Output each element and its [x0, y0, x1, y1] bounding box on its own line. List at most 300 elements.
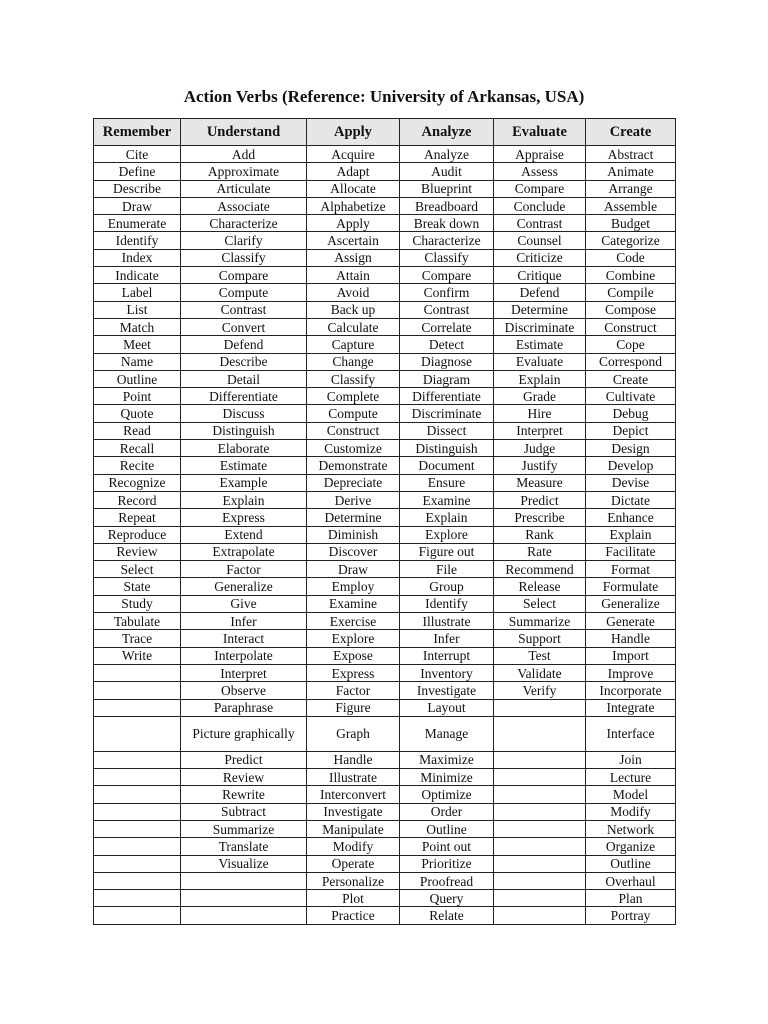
cell-analyze: Explore: [400, 526, 494, 543]
action-verbs-table: [93, 118, 676, 925]
cell-create: Organize: [586, 838, 676, 855]
table-row: [94, 318, 676, 335]
cell-apply: Expose: [307, 647, 400, 664]
cell-understand: Compute: [181, 284, 307, 301]
cell-create: Lecture: [586, 769, 676, 786]
cell-evaluate: Assess: [494, 163, 586, 180]
cell-evaluate: [494, 820, 586, 837]
cell-apply: Investigate: [307, 803, 400, 820]
table-row: [94, 146, 676, 163]
cell-understand: Translate: [181, 838, 307, 855]
cell-create: Budget: [586, 215, 676, 232]
cell-create: Categorize: [586, 232, 676, 249]
cell-remember: Repeat: [94, 509, 181, 526]
cell-evaluate: [494, 872, 586, 889]
cell-understand: Add: [181, 146, 307, 163]
table-row: [94, 526, 676, 543]
cell-remember: Recite: [94, 457, 181, 474]
cell-remember: Define: [94, 163, 181, 180]
cell-apply: Complete: [307, 388, 400, 405]
cell-understand: Associate: [181, 197, 307, 214]
cell-analyze: Illustrate: [400, 613, 494, 630]
cell-apply: Capture: [307, 336, 400, 353]
cell-create: Outline: [586, 855, 676, 872]
cell-analyze: Distinguish: [400, 440, 494, 457]
cell-remember: Write: [94, 647, 181, 664]
cell-evaluate: Prescribe: [494, 509, 586, 526]
table-row: [94, 474, 676, 491]
cell-analyze: Explain: [400, 509, 494, 526]
cell-analyze: Interrupt: [400, 647, 494, 664]
column-header-create: Create: [586, 119, 676, 146]
cell-evaluate: Critique: [494, 267, 586, 284]
cell-remember: [94, 820, 181, 837]
cell-create: Handle: [586, 630, 676, 647]
cell-create: Interface: [586, 716, 676, 751]
table-row: [94, 682, 676, 699]
cell-remember: [94, 838, 181, 855]
cell-create: Assemble: [586, 197, 676, 214]
table-row: [94, 405, 676, 422]
cell-evaluate: Compare: [494, 180, 586, 197]
cell-create: Create: [586, 370, 676, 387]
cell-understand: Classify: [181, 249, 307, 266]
cell-apply: Illustrate: [307, 769, 400, 786]
cell-understand: Clarify: [181, 232, 307, 249]
cell-analyze: Proofread: [400, 872, 494, 889]
cell-create: Cope: [586, 336, 676, 353]
table-row: [94, 163, 676, 180]
cell-evaluate: [494, 855, 586, 872]
cell-evaluate: Justify: [494, 457, 586, 474]
cell-apply: Classify: [307, 370, 400, 387]
cell-apply: Assign: [307, 249, 400, 266]
table-row: [94, 699, 676, 716]
cell-create: Modify: [586, 803, 676, 820]
cell-apply: Demonstrate: [307, 457, 400, 474]
cell-evaluate: Discriminate: [494, 318, 586, 335]
cell-apply: Exercise: [307, 613, 400, 630]
cell-apply: Discover: [307, 543, 400, 560]
cell-understand: Compare: [181, 267, 307, 284]
table-row: [94, 855, 676, 872]
cell-analyze: Query: [400, 890, 494, 907]
table-row: [94, 267, 676, 284]
cell-remember: Review: [94, 543, 181, 560]
table-row: [94, 215, 676, 232]
table-row: [94, 336, 676, 353]
cell-analyze: Diagnose: [400, 353, 494, 370]
cell-remember: [94, 716, 181, 751]
cell-analyze: Blueprint: [400, 180, 494, 197]
table-row: [94, 786, 676, 803]
cell-evaluate: Appraise: [494, 146, 586, 163]
cell-understand: Predict: [181, 751, 307, 768]
cell-evaluate: [494, 890, 586, 907]
cell-analyze: Inventory: [400, 664, 494, 681]
table-row: [94, 301, 676, 318]
cell-create: Network: [586, 820, 676, 837]
cell-understand: Observe: [181, 682, 307, 699]
cell-evaluate: Grade: [494, 388, 586, 405]
table-row: [94, 890, 676, 907]
cell-understand: Interact: [181, 630, 307, 647]
cell-remember: Outline: [94, 370, 181, 387]
cell-apply: Customize: [307, 440, 400, 457]
cell-remember: Index: [94, 249, 181, 266]
cell-evaluate: Recommend: [494, 561, 586, 578]
cell-understand: Subtract: [181, 803, 307, 820]
cell-analyze: Group: [400, 578, 494, 595]
cell-create: Import: [586, 647, 676, 664]
cell-understand: Elaborate: [181, 440, 307, 457]
cell-evaluate: [494, 786, 586, 803]
cell-apply: Diminish: [307, 526, 400, 543]
cell-analyze: Confirm: [400, 284, 494, 301]
cell-create: Compose: [586, 301, 676, 318]
cell-analyze: Characterize: [400, 232, 494, 249]
cell-remember: [94, 751, 181, 768]
cell-remember: Cite: [94, 146, 181, 163]
cell-remember: Describe: [94, 180, 181, 197]
cell-apply: Determine: [307, 509, 400, 526]
table-row: [94, 647, 676, 664]
column-header-analyze: Analyze: [400, 119, 494, 146]
cell-create: Depict: [586, 422, 676, 439]
cell-understand: Give: [181, 595, 307, 612]
table-header-row: [94, 119, 676, 146]
cell-apply: Figure: [307, 699, 400, 716]
cell-create: Develop: [586, 457, 676, 474]
table-row: [94, 197, 676, 214]
cell-evaluate: Conclude: [494, 197, 586, 214]
cell-apply: Attain: [307, 267, 400, 284]
cell-understand: Differentiate: [181, 388, 307, 405]
cell-remember: Quote: [94, 405, 181, 422]
cell-apply: Adapt: [307, 163, 400, 180]
cell-analyze: Audit: [400, 163, 494, 180]
table-row: [94, 232, 676, 249]
cell-understand: Interpolate: [181, 647, 307, 664]
table-row: [94, 180, 676, 197]
cell-create: Code: [586, 249, 676, 266]
cell-create: Integrate: [586, 699, 676, 716]
cell-evaluate: Summarize: [494, 613, 586, 630]
cell-understand: [181, 872, 307, 889]
cell-evaluate: Release: [494, 578, 586, 595]
cell-evaluate: Explain: [494, 370, 586, 387]
cell-analyze: Examine: [400, 491, 494, 508]
table-row: [94, 422, 676, 439]
cell-evaluate: Test: [494, 647, 586, 664]
cell-evaluate: [494, 769, 586, 786]
cell-analyze: Correlate: [400, 318, 494, 335]
cell-create: Compile: [586, 284, 676, 301]
cell-analyze: Layout: [400, 699, 494, 716]
cell-apply: Factor: [307, 682, 400, 699]
cell-remember: [94, 872, 181, 889]
cell-understand: Contrast: [181, 301, 307, 318]
cell-analyze: Differentiate: [400, 388, 494, 405]
cell-analyze: Outline: [400, 820, 494, 837]
cell-remember: Select: [94, 561, 181, 578]
cell-create: Enhance: [586, 509, 676, 526]
cell-create: Generalize: [586, 595, 676, 612]
cell-evaluate: [494, 907, 586, 924]
cell-create: Design: [586, 440, 676, 457]
table-body: [94, 146, 676, 925]
cell-analyze: Compare: [400, 267, 494, 284]
cell-understand: Example: [181, 474, 307, 491]
cell-apply: Ascertain: [307, 232, 400, 249]
cell-analyze: Document: [400, 457, 494, 474]
cell-apply: Derive: [307, 491, 400, 508]
cell-create: Portray: [586, 907, 676, 924]
cell-create: Animate: [586, 163, 676, 180]
table-row: [94, 543, 676, 560]
cell-remember: Recall: [94, 440, 181, 457]
cell-evaluate: [494, 716, 586, 751]
cell-create: Overhaul: [586, 872, 676, 889]
table-row: [94, 907, 676, 924]
cell-apply: Examine: [307, 595, 400, 612]
cell-create: Devise: [586, 474, 676, 491]
table-row: [94, 595, 676, 612]
cell-apply: Manipulate: [307, 820, 400, 837]
cell-create: Construct: [586, 318, 676, 335]
column-header-apply: Apply: [307, 119, 400, 146]
cell-apply: Calculate: [307, 318, 400, 335]
table-row: [94, 353, 676, 370]
cell-understand: [181, 907, 307, 924]
table-row: [94, 820, 676, 837]
cell-create: Abstract: [586, 146, 676, 163]
cell-apply: Change: [307, 353, 400, 370]
cell-analyze: Contrast: [400, 301, 494, 318]
cell-remember: [94, 769, 181, 786]
table-row: [94, 491, 676, 508]
cell-analyze: Investigate: [400, 682, 494, 699]
cell-analyze: Dissect: [400, 422, 494, 439]
cell-understand: Rewrite: [181, 786, 307, 803]
table-row: [94, 561, 676, 578]
cell-understand: Defend: [181, 336, 307, 353]
cell-understand: Extend: [181, 526, 307, 543]
cell-analyze: Maximize: [400, 751, 494, 768]
cell-create: Generate: [586, 613, 676, 630]
cell-understand: Characterize: [181, 215, 307, 232]
cell-remember: Recognize: [94, 474, 181, 491]
cell-apply: Depreciate: [307, 474, 400, 491]
cell-remember: [94, 907, 181, 924]
cell-analyze: Breadboard: [400, 197, 494, 214]
cell-apply: Avoid: [307, 284, 400, 301]
cell-apply: Handle: [307, 751, 400, 768]
cell-evaluate: Verify: [494, 682, 586, 699]
table-row: [94, 872, 676, 889]
table-row: [94, 769, 676, 786]
cell-apply: Practice: [307, 907, 400, 924]
cell-analyze: Break down: [400, 215, 494, 232]
cell-apply: Explore: [307, 630, 400, 647]
cell-remember: [94, 786, 181, 803]
cell-understand: Articulate: [181, 180, 307, 197]
cell-analyze: Diagram: [400, 370, 494, 387]
cell-remember: Record: [94, 491, 181, 508]
table-row: [94, 388, 676, 405]
cell-evaluate: [494, 699, 586, 716]
cell-create: Explain: [586, 526, 676, 543]
cell-analyze: Analyze: [400, 146, 494, 163]
table-row: [94, 370, 676, 387]
cell-apply: Acquire: [307, 146, 400, 163]
cell-evaluate: Criticize: [494, 249, 586, 266]
column-header-understand: Understand: [181, 119, 307, 146]
page-title: Action Verbs (Reference: University of Arkansas, USA): [183, 87, 585, 106]
cell-remember: State: [94, 578, 181, 595]
cell-evaluate: Measure: [494, 474, 586, 491]
cell-remember: Draw: [94, 197, 181, 214]
table-row: [94, 716, 676, 751]
cell-create: Join: [586, 751, 676, 768]
cell-create: Arrange: [586, 180, 676, 197]
cell-create: Format: [586, 561, 676, 578]
cell-analyze: Optimize: [400, 786, 494, 803]
cell-understand: Express: [181, 509, 307, 526]
cell-understand: Infer: [181, 613, 307, 630]
cell-understand: Extrapolate: [181, 543, 307, 560]
table-row: [94, 578, 676, 595]
cell-create: Plan: [586, 890, 676, 907]
cell-remember: [94, 855, 181, 872]
cell-apply: Interconvert: [307, 786, 400, 803]
cell-evaluate: Rate: [494, 543, 586, 560]
cell-evaluate: Support: [494, 630, 586, 647]
cell-remember: Identify: [94, 232, 181, 249]
cell-understand: Paraphrase: [181, 699, 307, 716]
cell-analyze: Figure out: [400, 543, 494, 560]
column-header-evaluate: Evaluate: [494, 119, 586, 146]
table-row: [94, 284, 676, 301]
cell-apply: Draw: [307, 561, 400, 578]
cell-remember: Indicate: [94, 267, 181, 284]
cell-understand: Discuss: [181, 405, 307, 422]
cell-evaluate: Determine: [494, 301, 586, 318]
table-row: [94, 664, 676, 681]
cell-apply: Allocate: [307, 180, 400, 197]
cell-evaluate: Interpret: [494, 422, 586, 439]
cell-create: Correspond: [586, 353, 676, 370]
cell-remember: Trace: [94, 630, 181, 647]
cell-remember: [94, 664, 181, 681]
cell-evaluate: Predict: [494, 491, 586, 508]
cell-analyze: Prioritize: [400, 855, 494, 872]
cell-apply: Construct: [307, 422, 400, 439]
cell-evaluate: Select: [494, 595, 586, 612]
cell-apply: Back up: [307, 301, 400, 318]
table-row: [94, 751, 676, 768]
cell-understand: Review: [181, 769, 307, 786]
table-row: [94, 509, 676, 526]
cell-analyze: Minimize: [400, 769, 494, 786]
cell-remember: Study: [94, 595, 181, 612]
cell-apply: Employ: [307, 578, 400, 595]
cell-understand: Detail: [181, 370, 307, 387]
cell-understand: Convert: [181, 318, 307, 335]
cell-create: Debug: [586, 405, 676, 422]
cell-remember: Point: [94, 388, 181, 405]
cell-understand: Picture graphically: [181, 716, 307, 751]
table-row: [94, 440, 676, 457]
cell-apply: Modify: [307, 838, 400, 855]
cell-create: Incorporate: [586, 682, 676, 699]
cell-remember: Name: [94, 353, 181, 370]
cell-analyze: Relate: [400, 907, 494, 924]
cell-apply: Operate: [307, 855, 400, 872]
cell-apply: Express: [307, 664, 400, 681]
cell-understand: Explain: [181, 491, 307, 508]
cell-remember: Meet: [94, 336, 181, 353]
cell-evaluate: Judge: [494, 440, 586, 457]
cell-analyze: Ensure: [400, 474, 494, 491]
table-row: [94, 803, 676, 820]
cell-create: Formulate: [586, 578, 676, 595]
cell-understand: Visualize: [181, 855, 307, 872]
cell-understand: Distinguish: [181, 422, 307, 439]
cell-understand: Interpret: [181, 664, 307, 681]
cell-remember: Tabulate: [94, 613, 181, 630]
cell-understand: Estimate: [181, 457, 307, 474]
cell-remember: [94, 803, 181, 820]
cell-evaluate: Defend: [494, 284, 586, 301]
cell-evaluate: Counsel: [494, 232, 586, 249]
cell-create: Model: [586, 786, 676, 803]
cell-analyze: Classify: [400, 249, 494, 266]
cell-remember: Match: [94, 318, 181, 335]
cell-create: Combine: [586, 267, 676, 284]
cell-analyze: Manage: [400, 716, 494, 751]
cell-apply: Apply: [307, 215, 400, 232]
cell-analyze: Detect: [400, 336, 494, 353]
cell-apply: Alphabetize: [307, 197, 400, 214]
cell-create: Dictate: [586, 491, 676, 508]
cell-remember: Read: [94, 422, 181, 439]
table-row: [94, 613, 676, 630]
column-header-remember: Remember: [94, 119, 181, 146]
cell-understand: Approximate: [181, 163, 307, 180]
cell-analyze: Infer: [400, 630, 494, 647]
cell-evaluate: Evaluate: [494, 353, 586, 370]
cell-evaluate: [494, 803, 586, 820]
cell-understand: Describe: [181, 353, 307, 370]
cell-evaluate: Hire: [494, 405, 586, 422]
cell-remember: Enumerate: [94, 215, 181, 232]
cell-analyze: Discriminate: [400, 405, 494, 422]
table-row: [94, 457, 676, 474]
cell-remember: Reproduce: [94, 526, 181, 543]
cell-create: Cultivate: [586, 388, 676, 405]
cell-understand: Generalize: [181, 578, 307, 595]
cell-create: Facilitate: [586, 543, 676, 560]
cell-remember: [94, 699, 181, 716]
cell-evaluate: [494, 838, 586, 855]
cell-apply: Graph: [307, 716, 400, 751]
cell-remember: List: [94, 301, 181, 318]
table-row: [94, 249, 676, 266]
cell-apply: Personalize: [307, 872, 400, 889]
cell-remember: Label: [94, 284, 181, 301]
cell-analyze: File: [400, 561, 494, 578]
